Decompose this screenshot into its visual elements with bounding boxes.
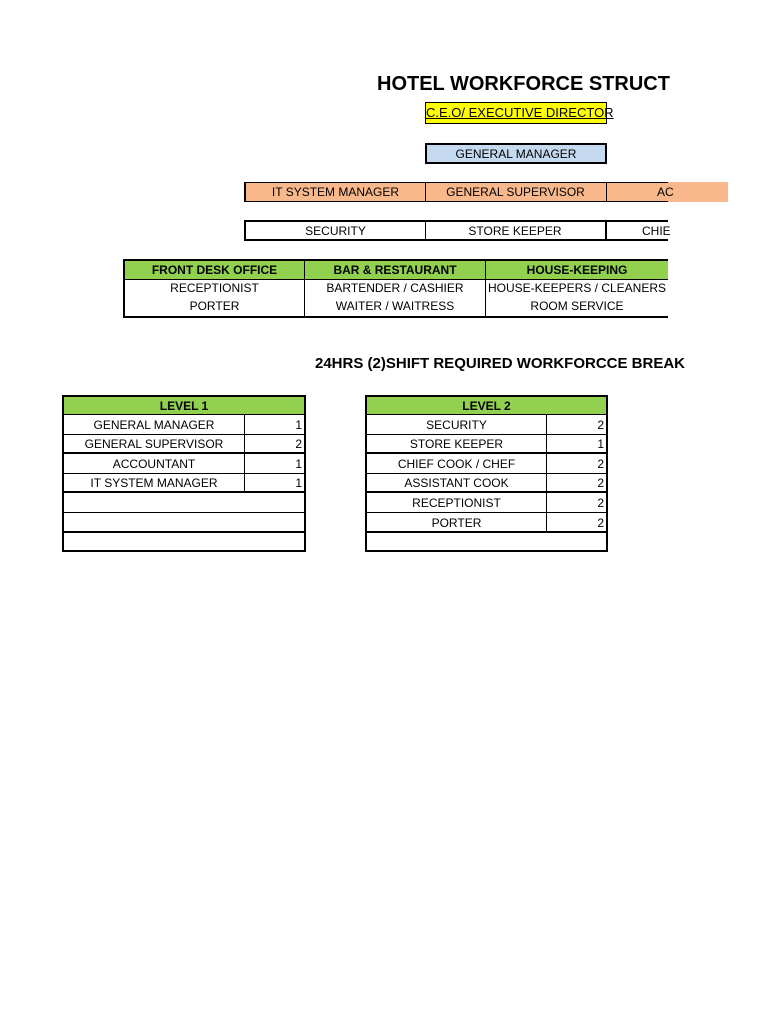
level2-row-count: 2 [547,493,606,513]
level1-row-count: 1 [245,474,304,493]
ceo-box: C.E.O/ EXECUTIVE DIRECTOR [425,102,607,124]
level1-row-role: GENERAL MANAGER [64,415,245,435]
level2-row-count: 2 [547,474,606,493]
level1-row-count: 2 [245,435,304,454]
level2-row-count: 1 [547,435,606,454]
level1-row-count: 1 [245,454,304,474]
level1-empty-row [64,513,304,533]
managers-row-supervisor: GENERAL SUPERVISOR [425,182,607,202]
dept-cell-bartender: BARTENDER / CASHIER [305,279,486,297]
level2-row-role: ASSISTANT COOK [367,474,547,493]
general-manager-box: GENERAL MANAGER [425,143,607,164]
managers-row-it: IT SYSTEM MANAGER [244,182,426,202]
managers-row-accountant: AC [606,182,668,202]
dept-cell-porter: PORTER [125,297,305,316]
staff-row-chief: CHIE [606,220,668,241]
dept-header-housekeeping: HOUSE-KEEPING [486,261,668,280]
level2-row-role: SECURITY [367,415,547,435]
dept-header-frontdesk: FRONT DESK OFFICE [125,261,305,280]
level1-row-count: 1 [245,415,304,435]
staff-row-storekeeper: STORE KEEPER [425,220,607,241]
level2-row-count: 2 [547,415,606,435]
dept-cell-roomservice: ROOM SERVICE [530,299,624,313]
dept-header-bar: BAR & RESTAURANT [305,261,486,280]
level2-header: LEVEL 2 [367,397,606,415]
level1-row-role: IT SYSTEM MANAGER [64,474,245,493]
dept-cell-housekeepers: HOUSE-KEEPERS / CLEANERS [487,281,667,295]
level2-row-count: 2 [547,454,606,474]
level2-row-count: 2 [547,513,606,533]
dept-cell-waiter: WAITER / WAITRESS [305,297,486,316]
level2-row-role: RECEPTIONIST [367,493,547,513]
level1-empty-row [64,493,304,513]
level1-row-role: GENERAL SUPERVISOR [64,435,245,454]
level2-row-role: CHIEF COOK / CHEF [367,454,547,474]
staff-row-security: SECURITY [244,220,426,241]
page-title: HOTEL WORKFORCE STRUCT [377,73,670,95]
level2-row-role: STORE KEEPER [367,435,547,454]
level1-header: LEVEL 1 [64,397,304,415]
level1-row-role: ACCOUNTANT [64,454,245,474]
breakdown-title: 24HRS (2)SHIFT REQUIRED WORKFORCCE BREAK [315,355,686,372]
dept-cell-receptionist: RECEPTIONIST [125,279,305,297]
level2-row-role: PORTER [367,513,547,533]
